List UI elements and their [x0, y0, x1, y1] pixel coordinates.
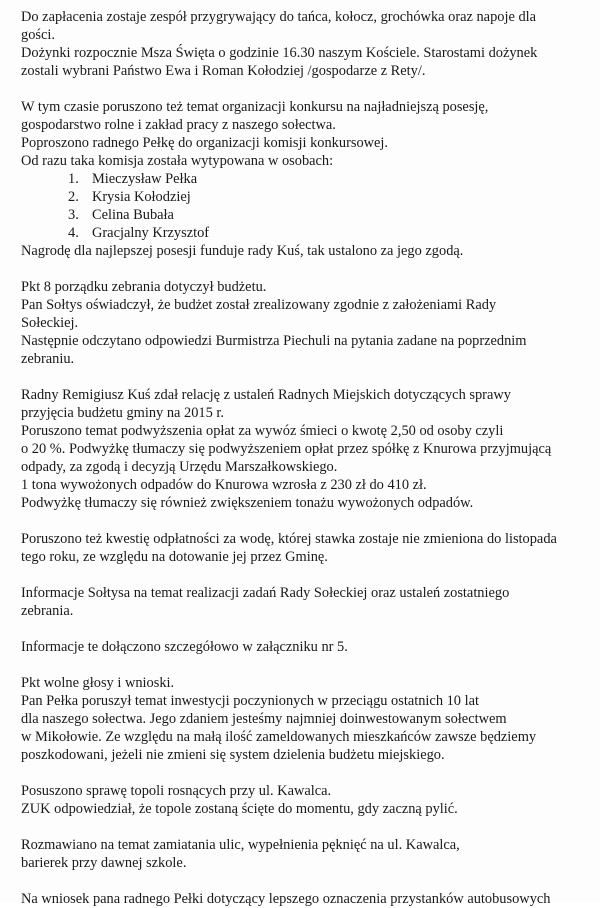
paragraph-soltys-info: [21, 584, 593, 620]
list-item: [21, 224, 593, 242]
text-line: zebrania.: [21, 603, 74, 619]
text-line: w Mikołowie. Ze względu na małą ilość zameldowanych mieszkańców zawsze będziemy: [21, 729, 537, 745]
paragraph-budget: [21, 278, 593, 368]
text-line: dla naszego sołectwa. Jego zdaniem jesteśmy najmniej doinwestowanym sołectwem: [21, 711, 507, 727]
list-number: 4.: [68, 225, 79, 241]
list-number: 3.: [68, 207, 79, 223]
list-number: 1.: [68, 171, 79, 187]
text-line: Pan Sołtys oświadczył, że budżet został zrealizowany zgodnie z założeniami Rady: [21, 297, 497, 313]
paragraph-attachment: [21, 638, 593, 656]
list-name: Gracjalny Krzysztof: [92, 225, 210, 241]
text-line: barierek przy dawnej szkole.: [21, 855, 187, 871]
paragraph-free-motions: [21, 674, 593, 764]
text-line: zebraniu.: [21, 351, 75, 367]
paragraph-poplars: [21, 782, 593, 818]
document-body: [21, 8, 593, 908]
text-line: Nagrodę dla najlepszej posesji funduje rady Kuś, tak ustalono za jego zgodą.: [21, 243, 464, 259]
text-line: poszkodowani, jeżeli nie zmieni się system dzielenia budżetu miejskiego.: [21, 747, 445, 763]
list-name: Mieczysław Pełka: [92, 171, 198, 187]
text-line: Dożynki rozpocznie Msza Święta o godzinie 16.30 naszym Kościele. Starostami dożynek: [21, 45, 538, 61]
text-line: Następnie odczytano odpowiedzi Burmistrza Piechuli na pytania zadane na poprzednim: [21, 333, 527, 349]
text-line: przyjęcia budżetu gminy na 2015 r.: [21, 405, 225, 421]
text-line: Rozmawiano na temat zamiatania ulic, wypełnienia pęknięć na ul. Kawalca,: [21, 837, 460, 853]
text-line: zostali wybrani Państwo Ewa i Roman Kołodziej /gospodarze z Rety/.: [21, 63, 426, 79]
text-line: Pkt 8 porządku zebrania dotyczył budżetu.: [21, 279, 267, 295]
text-line: Informacje Sołtysa na temat realizacji zadań Rady Sołeckiej oraz ustaleń zostatniego: [21, 585, 510, 601]
text-line: Do zapłacenia zostaje zespół przygrywający do tańca, kołocz, grochówka oraz napoje dla: [21, 9, 537, 25]
list-item: [21, 206, 593, 224]
text-line: Poruszono temat podwyższenia opłat za wywóz śmieci o kwotę 2,50 od osoby czyli: [21, 423, 504, 439]
text-line: Poproszono radnego Pełkę do organizacji komisji konkursowej.: [21, 135, 389, 151]
text-line: gospodarstwo rolne i zakład pracy z naszego sołectwa.: [21, 117, 336, 133]
paragraph-festival: [21, 8, 593, 80]
text-line: o 20 %. Podwyżkę tłumaczy się podwyższeniem opłat przez spółkę z Knurowa przyjmującą: [21, 441, 552, 457]
text-line: W tym czasie poruszono też temat organizacji konkursu na najładniejszą posesję,: [21, 99, 489, 115]
text-line: Informacje te dołączono szczegółowo w załączniku nr 5.: [21, 639, 348, 655]
text-line: Od razu taka komisja została wytypowana w osobach:: [21, 153, 334, 169]
text-line: Posuszono sprawę topoli rosnących przy ul. Kawalca.: [21, 783, 332, 799]
text-line: odpady, za zgodą i decyzją Urzędu Marszałkowskiego.: [21, 459, 338, 475]
text-line: ZUK odpowiedział, że topole zostaną ścięte do momentu, gdy zaczną pylić.: [21, 801, 458, 817]
text-line: tego roku, ze względu na dotowanie jej przez Gminę.: [21, 549, 328, 565]
paragraph-bus-stops: [21, 890, 593, 908]
list-item: [21, 188, 593, 206]
text-line: Pan Pełka poruszył temat inwestycji poczynionych w przeciągu ostatnich 10 lat: [21, 693, 479, 709]
text-line: Poruszono też kwestię odpłatności za wodę, której stawka zostaje nie zmieniona do listopada: [21, 531, 557, 547]
list-name: Krysia Kołodziej: [92, 189, 191, 205]
list-item: [21, 170, 593, 188]
commission-list: [21, 170, 593, 242]
paragraph-waste-fees: [21, 386, 593, 512]
text-line: 1 tona wywożonych odpadów do Knurowa wzrosła z 230 zł do 410 zł.: [21, 477, 427, 493]
text-line: Pkt wolne głosy i wnioski.: [21, 675, 175, 691]
text-line: gości.: [21, 27, 55, 43]
paragraph-contest: [21, 98, 593, 260]
text-line: Podwyżkę tłumaczy się również zwiększeniem tonażu wywożonych odpadów.: [21, 495, 474, 511]
text-line: Sołeckiej.: [21, 315, 79, 331]
list-name: Celina Bubała: [92, 207, 174, 223]
text-line: Na wniosek pana radnego Pełki dotyczący lepszego oznaczenia przystanków autobusowych: [21, 891, 551, 907]
list-number: 2.: [68, 189, 79, 205]
paragraph-streets: [21, 836, 593, 872]
text-line: Radny Remigiusz Kuś zdał relację z ustaleń Radnych Miejskich dotyczących sprawy: [21, 387, 511, 403]
paragraph-water: [21, 530, 593, 566]
